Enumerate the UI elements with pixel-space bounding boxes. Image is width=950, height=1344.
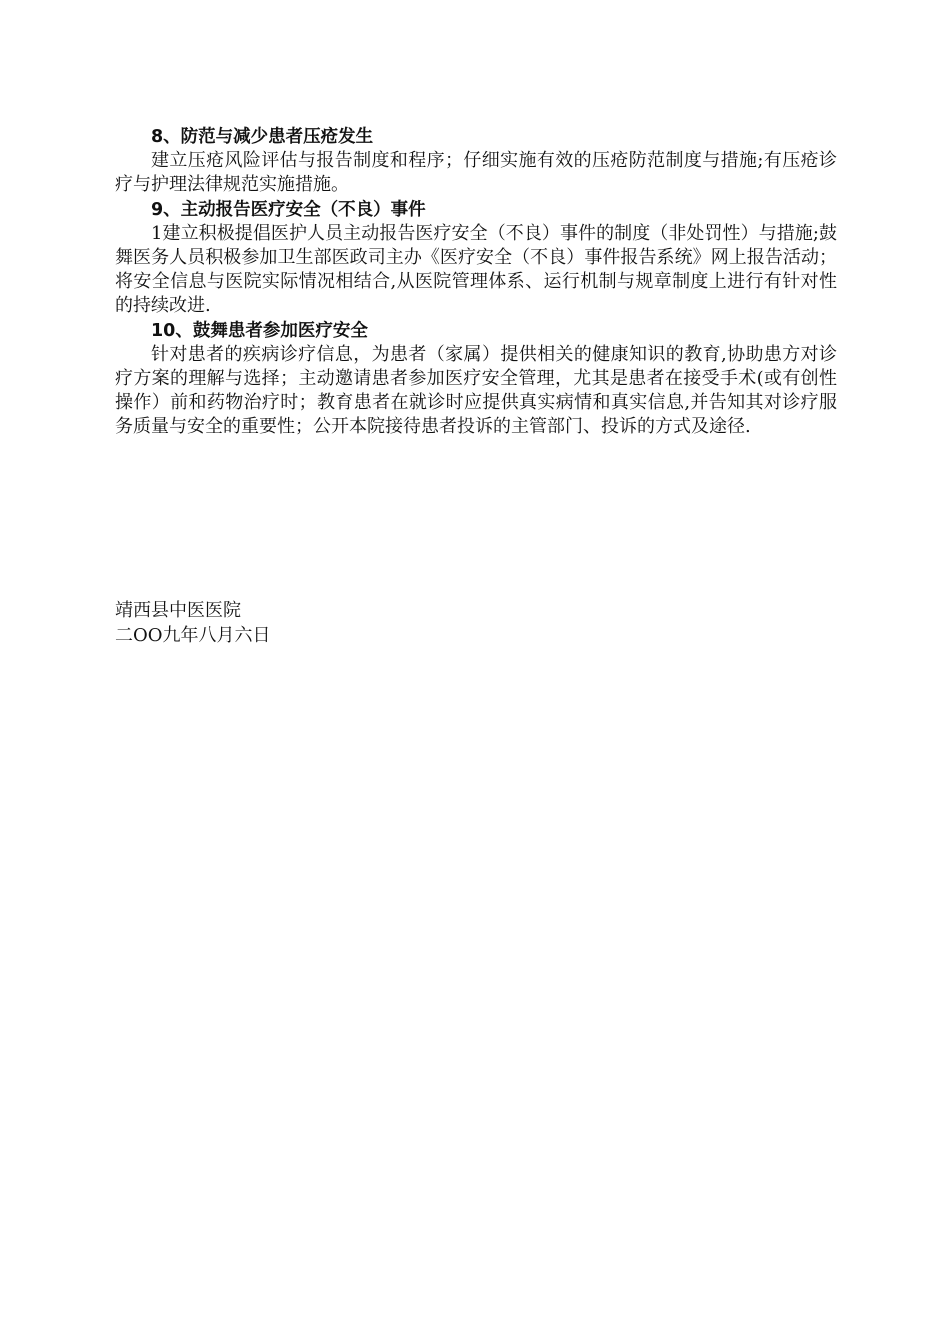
signature-organization: 靖西县中医医院 bbox=[115, 600, 241, 621]
section-heading: 10、鼓舞患者参加医疗安全 bbox=[151, 320, 368, 341]
signature-block bbox=[115, 598, 515, 648]
section-paragraph: 1建立积极提倡医护人员主动报告医疗安全（不良）事件的制度（非处罚性）与措施;鼓舞医务人员积极参加卫生部医政司主办《医疗安全（不良）事件报告系统》网上报告活动；将安全信息与医院实际情况相结合,从医院管理体系、运行机制与规章制度上进行有针对性的持续改进. bbox=[115, 222, 837, 317]
section-9 bbox=[115, 198, 837, 319]
section-paragraph: 建立压疮风险评估与报告制度和程序；仔细实施有效的压疮防范制度与措施;有压疮诊疗与护理法律规范实施措施。 bbox=[115, 150, 837, 196]
section-8 bbox=[115, 125, 837, 198]
section-heading: 8、防范与减少患者压疮发生 bbox=[151, 127, 374, 147]
section-heading: 9、主动报告医疗安全（不良）事件 bbox=[151, 199, 426, 220]
section-paragraph: 针对患者的疾病诊疗信息，为患者（家属）提供相关的健康知识的教育,协助患方对诊疗方案的理解与选择；主动邀请患者参加医疗安全管理，尤其是患者在接受手术(或有创性操作）前和药物治疗时；教育患者在就诊时应提供真实病情和真实信息,并告知其对诊疗服务质量与安全的重要性；公开本院接待患者投诉的主管部门、投诉的方式及途径. bbox=[115, 343, 837, 438]
section-10 bbox=[115, 319, 837, 440]
signature-date: 二OO九年八月六日 bbox=[115, 625, 271, 646]
document-body bbox=[115, 125, 837, 440]
